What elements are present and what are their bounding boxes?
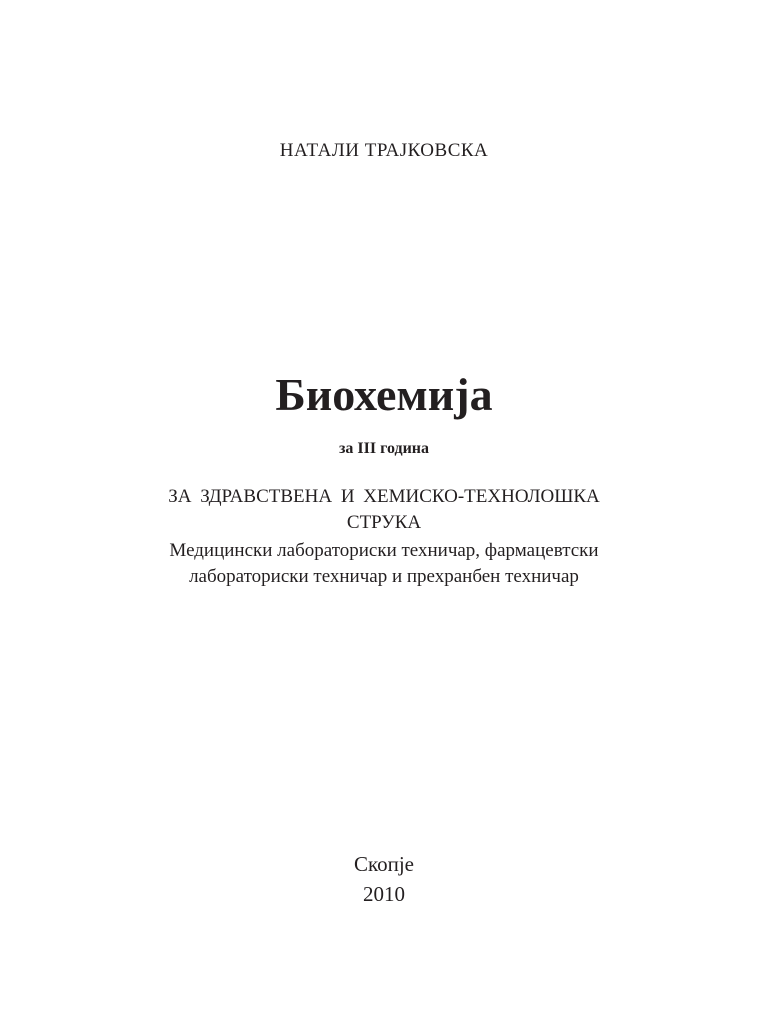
field-line-1: ЗА ЗДРАВСТВЕНА И ХЕМИСКО-ТЕХНОЛОШКА — [168, 486, 600, 507]
publication-city: Скопје — [353, 852, 415, 876]
book-title: Биохемија — [275, 369, 493, 420]
publication-year: 2010 — [363, 882, 405, 906]
author-name: НАТАЛИ ТРАЈКОВСКА — [279, 140, 489, 161]
book-subtitle: за III година — [338, 440, 430, 457]
field-line-2: СТРУКА — [346, 512, 422, 533]
programs-line-1: Медицински лабораториски техничар, фармацевтски — [169, 540, 599, 561]
programs-line-2: лабораториски техничар и прехранбен техничар — [189, 566, 579, 587]
